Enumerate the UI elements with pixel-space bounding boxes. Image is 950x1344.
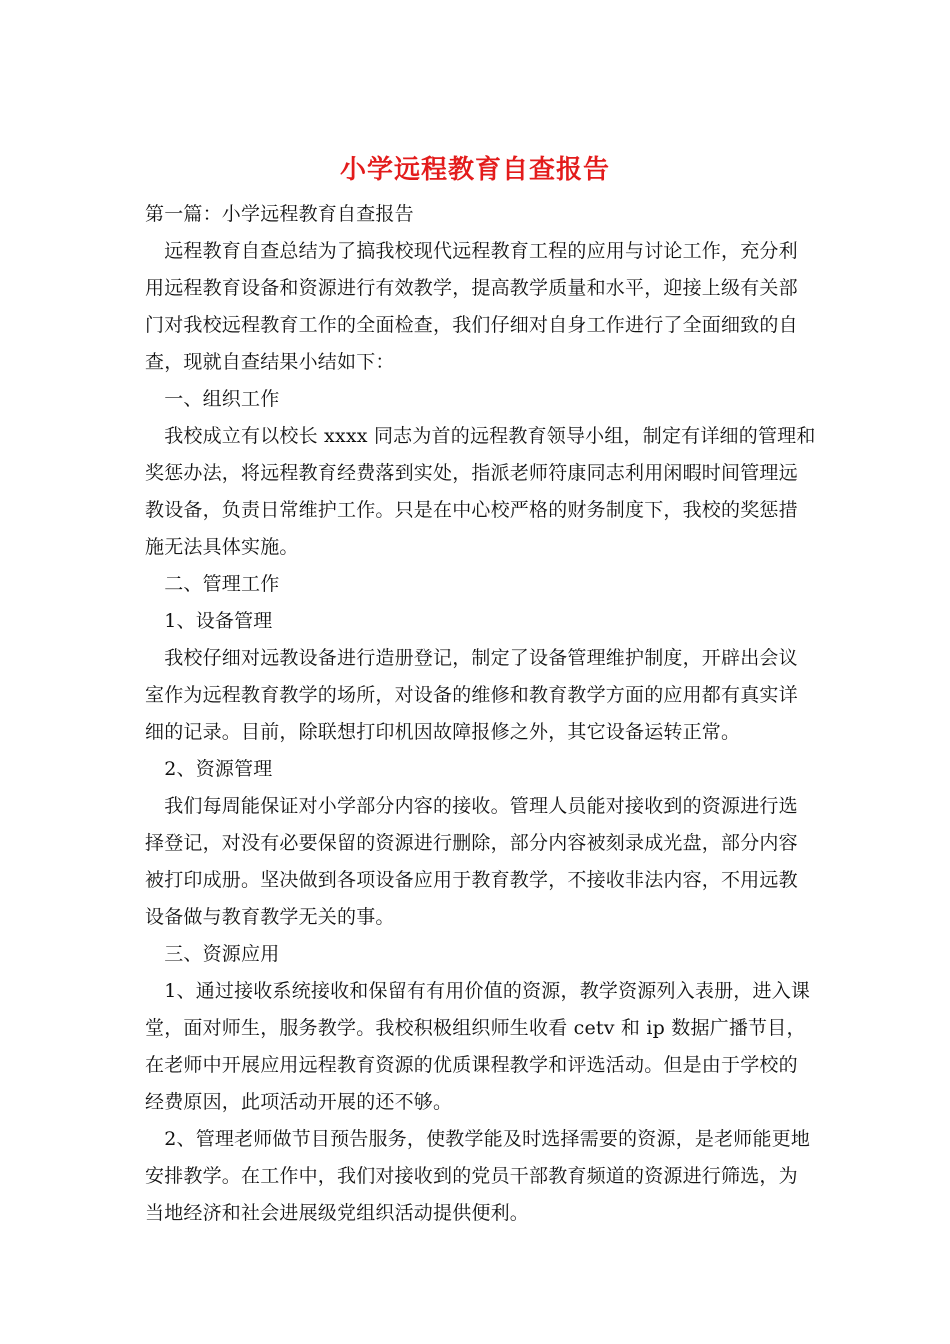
text-line: 我校仔细对远教设备进行造册登记，制定了设备管理维护制度，开辟出会议 [145, 647, 798, 669]
text-line: 施无法具体实施。 [145, 536, 299, 558]
text-line: 门对我校远程教育工作的全面检查，我们仔细对自身工作进行了全面细致的自 [145, 314, 798, 336]
text-line: 当地经济和社会进展级党组织活动提供便利。 [145, 1202, 530, 1224]
text-line: 奖惩办法，将远程教育经费落到实处，指派老师符康同志利用闲暇时间管理远 [145, 462, 798, 484]
section-heading: 三、资源应用 [145, 943, 280, 965]
text-line: 安排教学。在工作中，我们对接收到的党员干部教育频道的资源进行筛选，为 [145, 1165, 798, 1187]
text-line: 我校成立有以校长 xxxx 同志为首的远程教育领导小组，制定有详细的管理和 [145, 425, 816, 447]
text-line: 1、通过接收系统接收和保留有有用价值的资源，教学资源列入表册，进入课 [145, 980, 811, 1002]
subsection-heading: 2、资源管理 [145, 758, 273, 780]
text-line: 我们每周能保证对小学部分内容的接收。管理人员能对接收到的资源进行选 [145, 795, 798, 817]
text-line: 2、管理老师做节目预告服务，使教学能及时选择需要的资源，是老师能更地 [145, 1128, 811, 1150]
text-line: 室作为远程教育教学的场所，对设备的维修和教育教学方面的应用都有真实详 [145, 684, 798, 706]
document-body [145, 196, 816, 1232]
document-title: 小学远程教育自查报告 [339, 155, 610, 185]
text-line: 堂，面对师生，服务教学。我校积极组织师生收看 cetv 和 ip 数据广播节目， [145, 1017, 806, 1039]
section-heading: 一、组织工作 [145, 388, 280, 410]
subsection-heading: 1、设备管理 [145, 610, 273, 632]
text-line: 第一篇：小学远程教育自查报告 [145, 203, 414, 225]
text-line: 远程教育自查总结为了搞我校现代远程教育工程的应用与讨论工作，充分利 [145, 240, 798, 262]
text-line: 择登记，对没有必要保留的资源进行删除，部分内容被刻录成光盘，部分内容 [145, 832, 798, 854]
text-line: 用远程教育设备和资源进行有效教学，提高教学质量和水平，迎接上级有关部 [145, 277, 798, 299]
text-line: 经费原因，此项活动开展的还不够。 [145, 1091, 453, 1113]
text-line: 教设备，负责日常维护工作。只是在中心校严格的财务制度下，我校的奖惩措 [145, 499, 798, 521]
text-line: 查，现就自查结果小结如下： [145, 351, 395, 373]
section-heading: 二、管理工作 [145, 573, 280, 595]
text-line: 被打印成册。坚决做到各项设备应用于教育教学，不接收非法内容，不用远教 [145, 869, 798, 891]
text-line: 设备做与教育教学无关的事。 [145, 906, 395, 928]
text-line: 在老师中开展应用远程教育资源的优质课程教学和评选活动。但是由于学校的 [145, 1054, 798, 1076]
text-line: 细的记录。目前，除联想打印机因故障报修之外，其它设备运转正常。 [145, 721, 741, 743]
